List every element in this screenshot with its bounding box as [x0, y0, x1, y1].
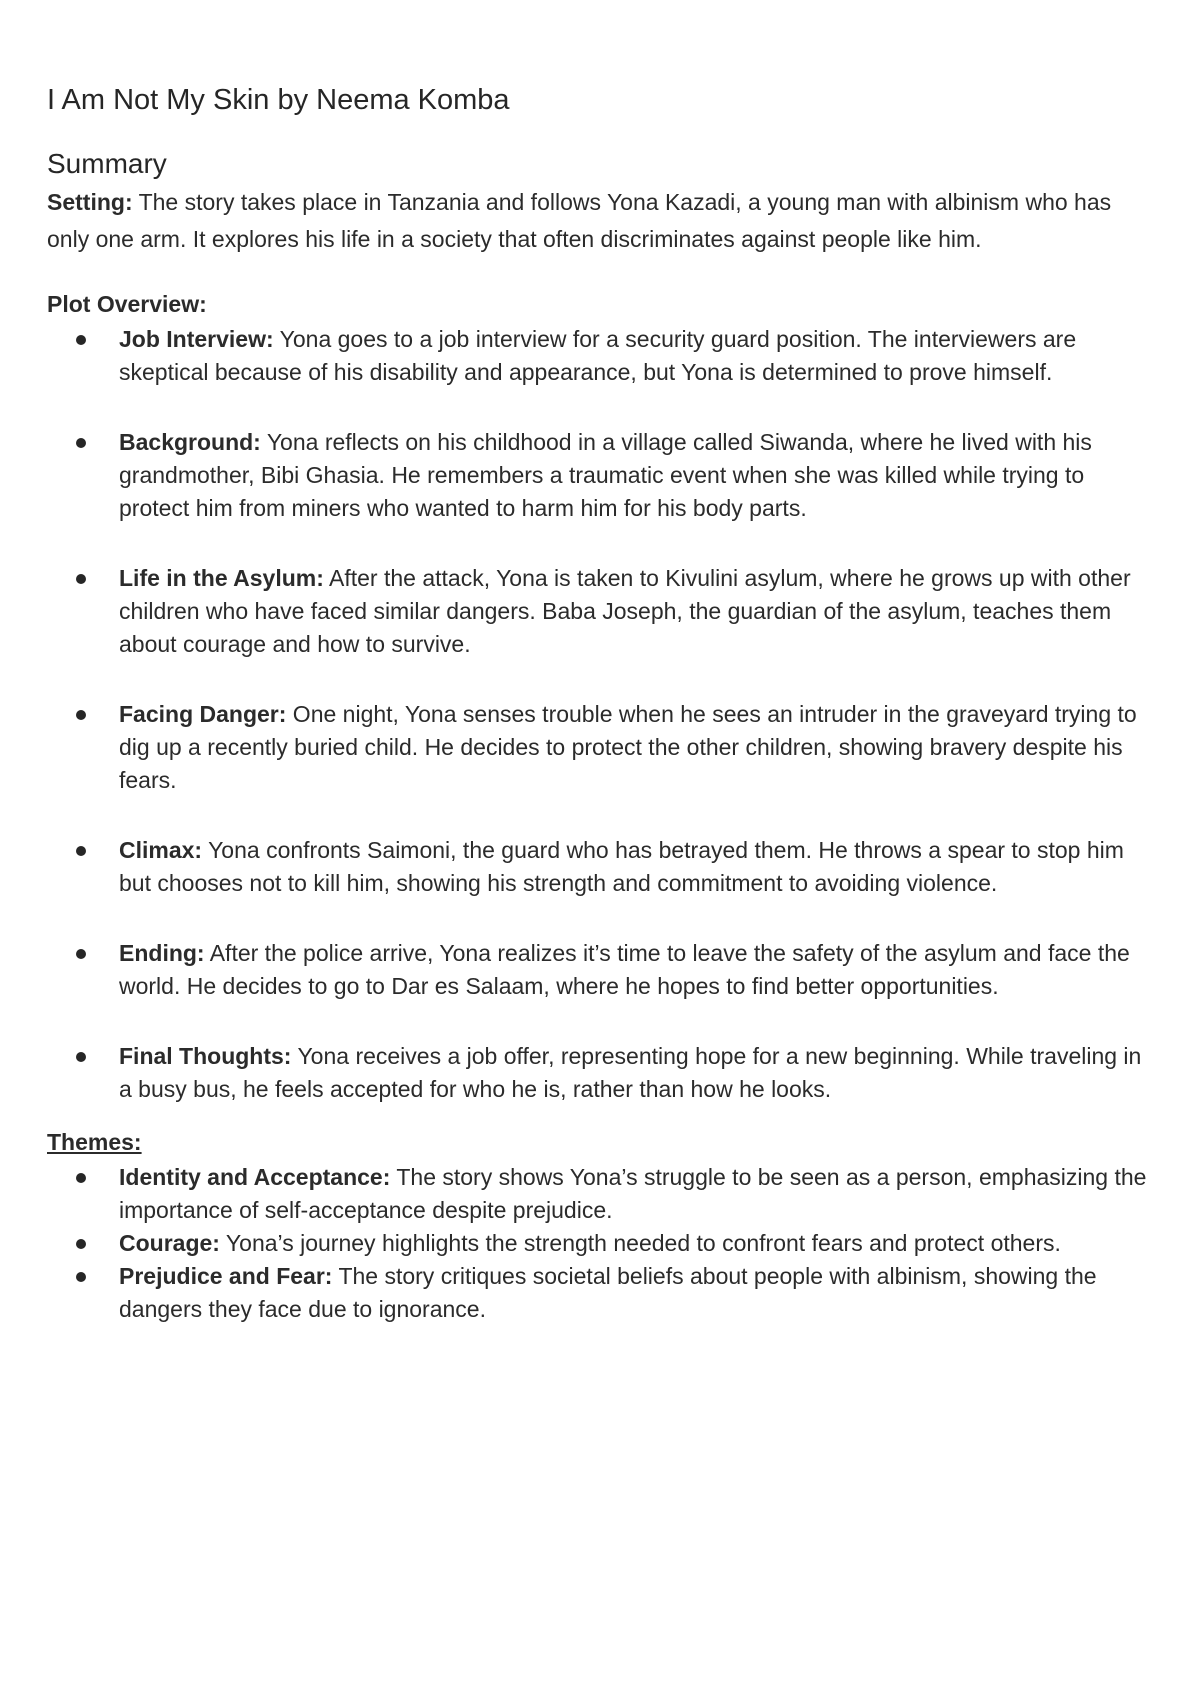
plot-item-text: One night, Yona senses trouble when he sees an intruder in the graveyard trying to dig up a recently buried child. He decides to protect the other children, showing bravery despite his fears. [119, 701, 1137, 793]
bullet-icon [76, 335, 86, 345]
document-title: I Am Not My Skin by Neema Komba [47, 84, 510, 116]
bullet-icon [76, 1239, 86, 1249]
bullet-icon [76, 949, 86, 959]
plot-item-label: Job Interview: [119, 326, 274, 352]
plot-overview-label: Plot Overview: [47, 291, 207, 317]
plot-item-facing-danger [47, 698, 1157, 797]
plot-item-text: After the police arrive, Yona realizes it’s time to leave the safety of the asylum and face the world. He decides to go to Dar es Salaam, where he hopes to find better opportunities. [119, 940, 1130, 999]
setting-label: Setting: [47, 189, 133, 215]
plot-item-label: Climax: [119, 837, 203, 863]
setting-text: The story takes place in Tanzania and follows Yona Kazadi, a young man with albinism who has only one arm. It explores his life in a society that often discriminates against people like him. [47, 189, 1112, 252]
theme-item-label: Prejudice and Fear: [119, 1263, 333, 1289]
plot-item-text: Yona reflects on his childhood in a village called Siwanda, where he lived with his grandmother, Bibi Ghasia. He remembers a traumatic event when she was killed while trying to protect him from miners who wanted to harm him for his body parts. [119, 429, 1092, 521]
summary-heading: Summary [47, 148, 167, 179]
plot-item-ending [47, 937, 1157, 1003]
bullet-icon [76, 438, 86, 448]
bullet-icon [76, 710, 86, 720]
theme-item-label: Identity and Acceptance: [119, 1164, 391, 1190]
plot-item-label: Ending: [119, 940, 205, 966]
plot-overview-list [47, 323, 1157, 1106]
plot-item-climax [47, 834, 1157, 900]
theme-item-prejudice [47, 1260, 1157, 1326]
theme-item-courage [47, 1227, 1157, 1260]
plot-item-label: Background: [119, 429, 261, 455]
theme-item-identity [47, 1161, 1157, 1227]
plot-item-life-in-asylum [47, 562, 1157, 661]
theme-item-text: Yona’s journey highlights the strength needed to confront fears and protect others. [219, 1230, 1061, 1256]
bullet-icon [76, 1173, 86, 1183]
plot-item-label: Final Thoughts: [119, 1043, 292, 1069]
plot-item-final-thoughts [47, 1040, 1157, 1106]
plot-item-text: Yona confronts Saimoni, the guard who has betrayed them. He throws a spear to stop him but chooses not to kill him, showing his strength and commitment to avoiding violence. [119, 837, 1124, 896]
plot-item-text: Yona goes to a job interview for a security guard position. The interviewers are skeptical because of his disability and appearance, but Yona is determined to prove himself. [119, 326, 1077, 385]
theme-item-text: The story critiques societal beliefs about people with albinism, showing the dangers they face due to ignorance. [119, 1263, 1097, 1322]
theme-item-text: The story shows Yona’s struggle to be seen as a person, emphasizing the importance of self-acceptance despite prejudice. [119, 1164, 1147, 1223]
bullet-icon [76, 1052, 86, 1062]
plot-item-background [47, 426, 1157, 525]
bullet-icon [76, 846, 86, 856]
plot-item-text: Yona receives a job offer, representing hope for a new beginning. While traveling in a busy bus, he feels accepted for who he is, rather than how he looks. [119, 1043, 1142, 1102]
themes-label: Themes: [47, 1129, 142, 1155]
bullet-icon [76, 1272, 86, 1282]
plot-item-job-interview [47, 323, 1157, 389]
setting-paragraph [47, 184, 1157, 258]
plot-item-label: Facing Danger: [119, 701, 287, 727]
plot-item-text: After the attack, Yona is taken to Kivulini asylum, where he grows up with other children who have faced similar dangers. Baba Joseph, the guardian of the asylum, teaches them about courage and how to survive. [119, 565, 1131, 657]
bullet-icon [76, 574, 86, 584]
themes-list [47, 1161, 1157, 1326]
theme-item-label: Courage: [119, 1230, 220, 1256]
plot-item-label: Life in the Asylum: [119, 565, 324, 591]
document-page [47, 78, 1157, 1326]
